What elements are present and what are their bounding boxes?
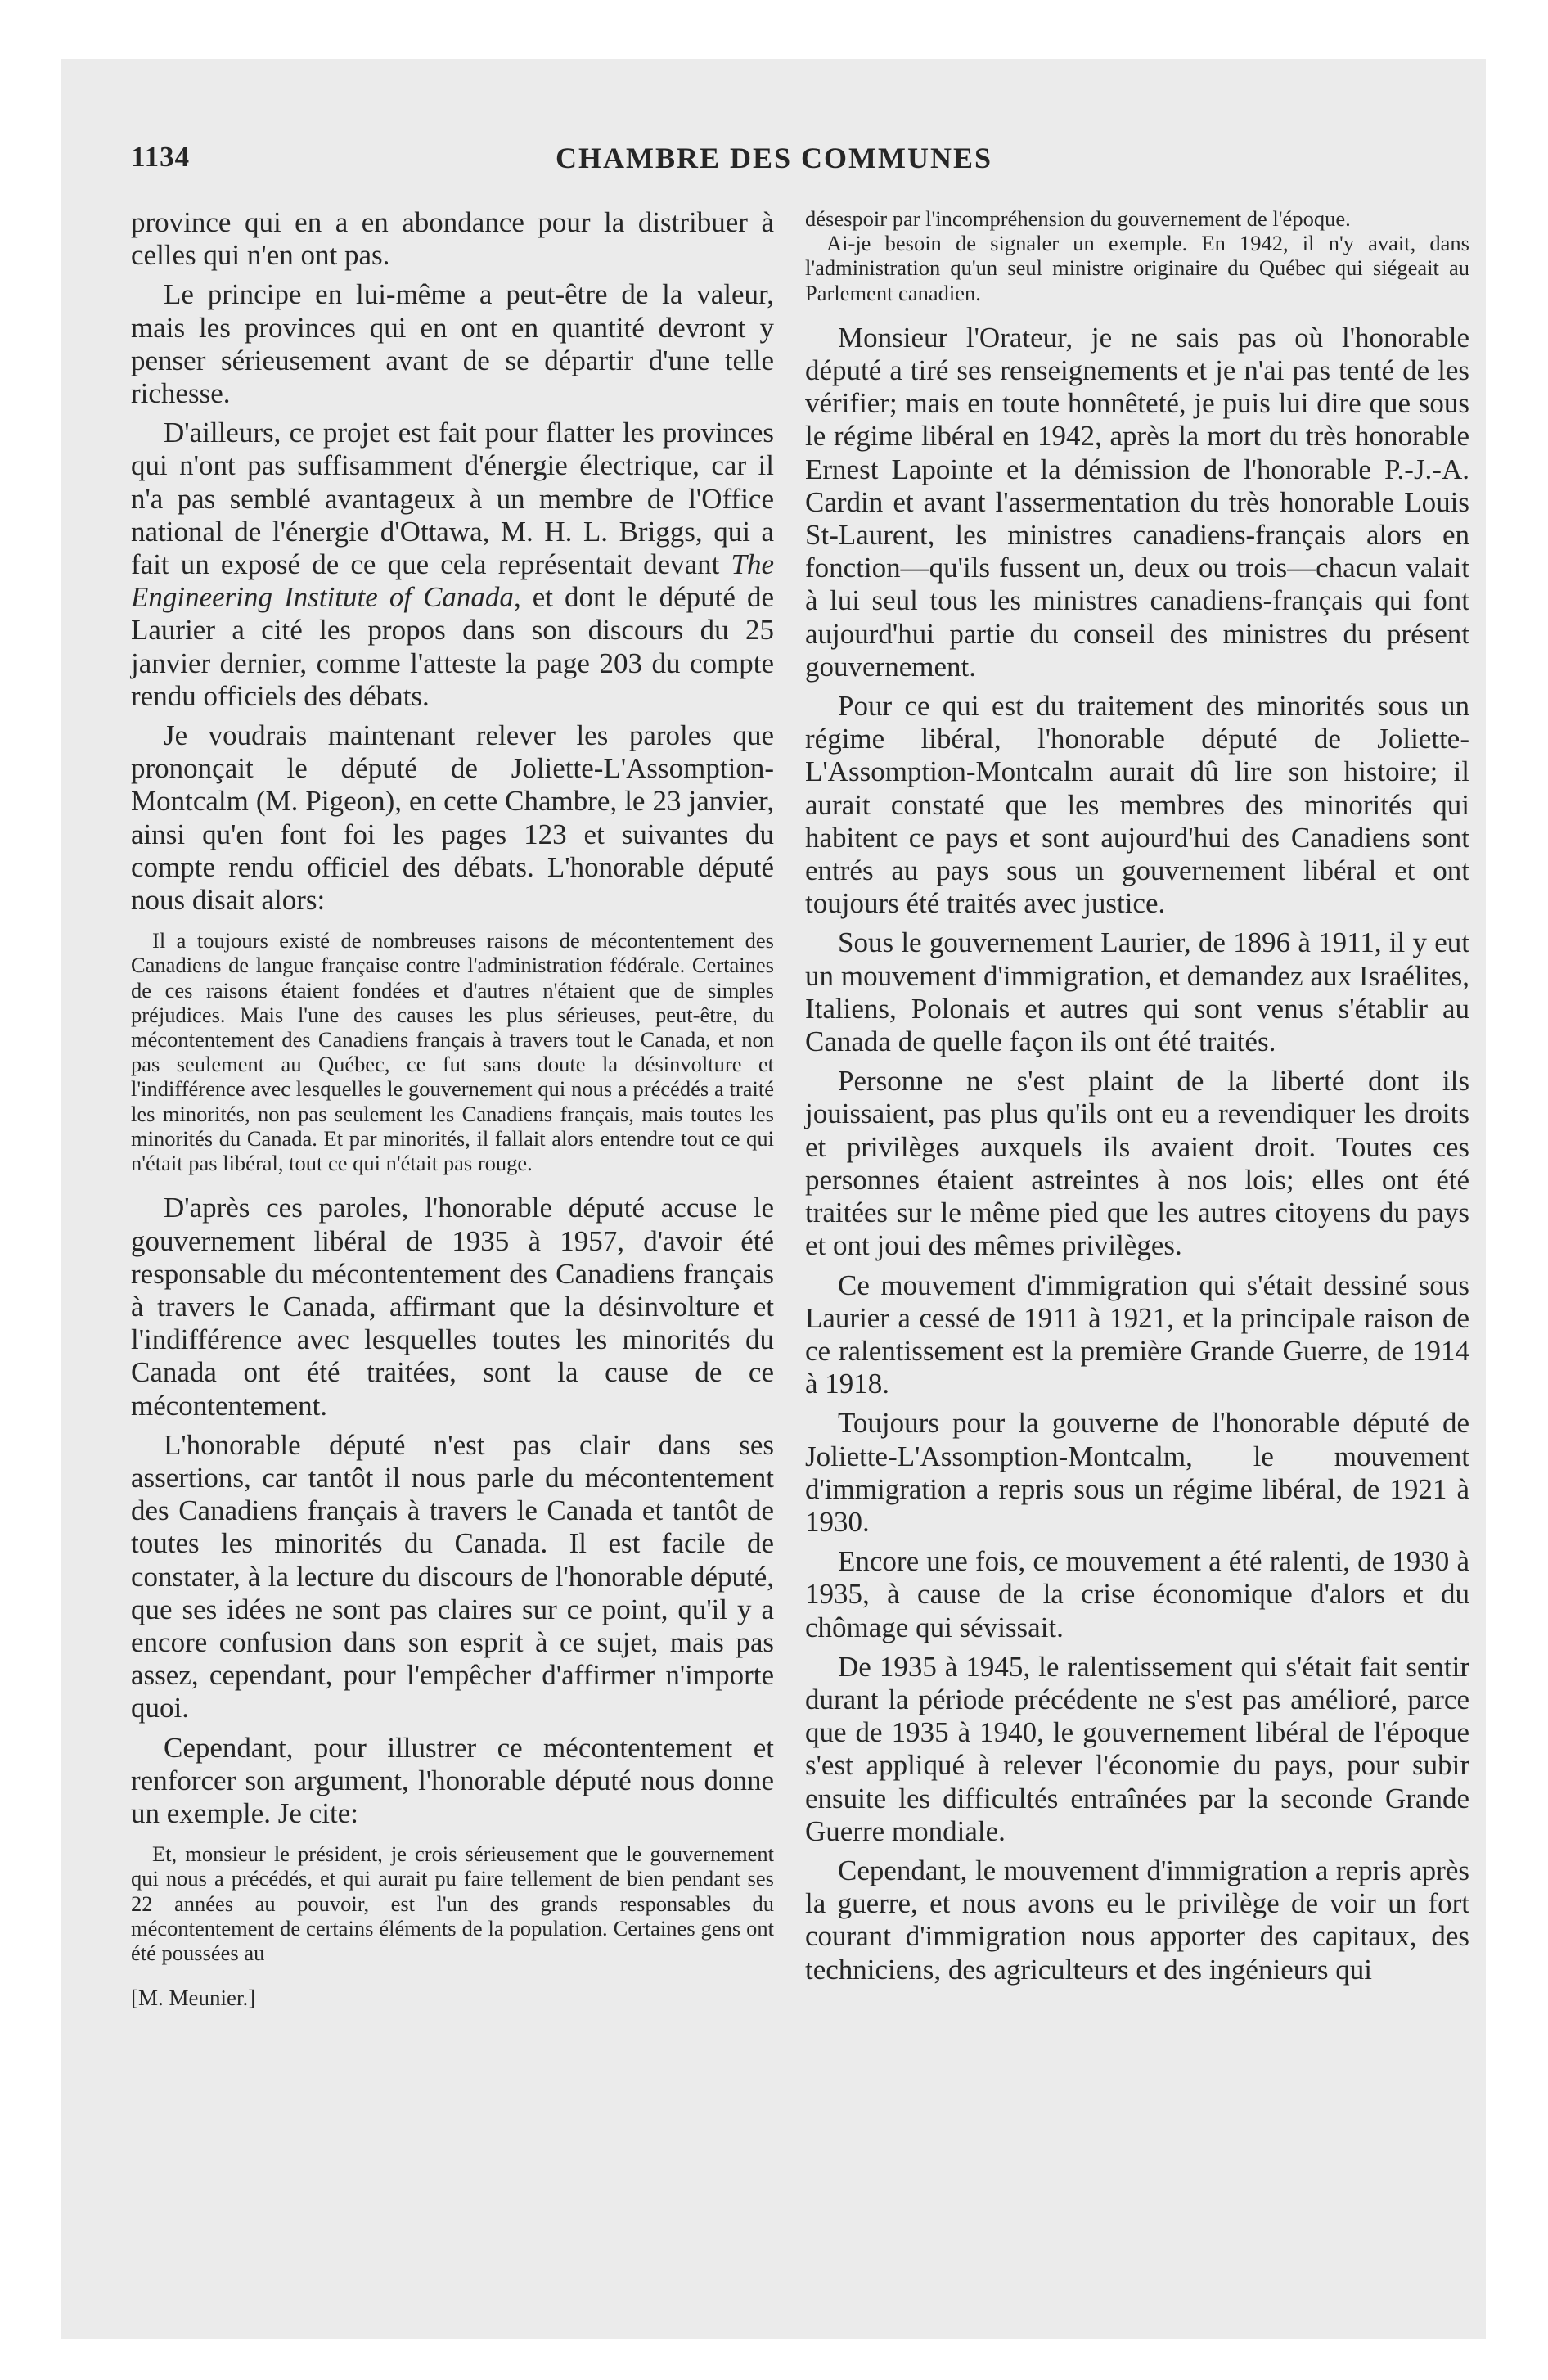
paragraph-text: D'ailleurs, ce projet est fait pour flatter les provinces qui n'ont pas suffisamment d'énergie électrique, car il n'a pas semblé avantageux à un membre de l'Office national de l'énergie d'Ottawa, M. H. L. Briggs, qui a fait un exposé de ce que cela représentait devant (131, 417, 774, 581)
paragraph: Je voudrais maintenant relever les paroles que prononçait le député de Joliette-L'Assomption-Montcalm (M. Pigeon), en cette Chambre, le 23 janvier, ainsi qu'en font foi les pages 123 et suivantes du compte rendu officiel des débats. L'honorable député nous disait alors: (131, 719, 774, 917)
paragraph-with-citation (131, 417, 774, 713)
quote-text: Il a toujours existé de nombreuses raisons de mécontentement des Canadiens de langue française contre l'administration fédérale. Certaines de ces raisons étaient fondées et d'autres n'étaient que de simples préjudices. Mais l'une des causes les plus sérieuses, peut-être, du mécontentement des Canadiens français à travers tout le Canada, et non pas seulement au Québec, ce fut sans doute la désinvolture et l'indifférence avec lesquelles le gouvernement qui nous a précédés a traité les minorités, non pas seulement les Canadiens français, mais toutes les minorités du Canada. Et par minorités, il fallait alors entendre tout ce qui n'était pas libéral, tout ce qui n'était pas rouge. (131, 928, 774, 1176)
paragraph: Ce mouvement d'immigration qui s'était dessiné sous Laurier a cessé de 1911 à 1921, et la principale raison de ce ralentissement est la première Grande Guerre, de 1914 à 1918. (805, 1269, 1469, 1400)
cited-institution: The Engineering Institute of Canada (131, 548, 774, 614)
paragraph: Cependant, le mouvement d'immigration a repris après la guerre, et nous avons eu le privilège de voir un fort courant d'immigration nous apporter des capitaux, des techniciens, des agriculteurs et des ingénieurs qui (805, 1854, 1469, 1986)
paragraph: Monsieur l'Orateur, je ne sais pas où l'honorable député a tiré ses renseignements et je n'ai pas tenté de les vérifier; mais en toute honnêteté, je puis lui dire que sous le régime libéral en 1942, après la mort du très honorable Ernest Lapointe et la démission de l'honorable P.-J.-A. Cardin et avant l'assermentation du très honorable Louis St-Laurent, les ministres canadiens-français alors en fonction—qu'ils fussent un, deux ou trois—chacun valait à lui seul tous les ministres canadiens-français qui font aujourd'hui partie du conseil des ministres du présent gouvernement. (805, 321, 1469, 683)
block-quote-continued (805, 206, 1469, 305)
paragraph: De 1935 à 1945, le ralentissement qui s'était fait sentir durant la période précédente ne s'est pas amélioré, parce que de 1935 à 1940, le gouvernement libéral de l'époque s'est appliqué à relever l'économie du pays, pour subir ensuite les difficultés entraînées par la seconde Grande Guerre mondiale. (805, 1650, 1469, 1847)
quote-text: Ai-je besoin de signaler un exemple. En 1942, il n'y avait, dans l'administration qu'un seul ministre originaire du Québec qui siégeait au Parlement canadien. (805, 231, 1469, 305)
paragraph: Toujours pour la gouverne de l'honorable député de Joliette-L'Assomption-Montcalm, le mouvement d'immigration a repris sous un régime libéral, de 1921 à 1930. (805, 1407, 1469, 1538)
paragraph: province qui en a en abondance pour la distribuer à celles qui n'en ont pas. (131, 206, 774, 272)
speaker-attribution: [M. Meunier.] (131, 1986, 256, 2011)
right-column (805, 206, 1469, 1993)
block-quote (131, 928, 774, 1175)
paragraph: Personne ne s'est plaint de la liberté dont ils jouissaient, pas plus qu'ils ont eu a revendiquer les droits et privilèges auxquels ils avaient droit. Toutes ces personnes étaient astreintes à nos lois; elles ont été traitées sur le même pied que les autres citoyens du pays et ont joui des mêmes privilèges. (805, 1065, 1469, 1262)
running-title: CHAMBRE DES COMMUNES (555, 142, 992, 174)
paragraph: Pour ce qui est du traitement des minorités sous un régime libéral, l'honorable député de Joliette-L'Assomption-Montcalm aurait dû lire son histoire; il aurait constaté que les membres des minorités qui habitent ce pays et sont aujourd'hui des Canadiens sont entrés au pays sous un gouvernement libéral et ont toujours été traités avec justice. (805, 690, 1469, 920)
paragraph: Sous le gouvernement Laurier, de 1896 à 1911, il y eut un mouvement d'immigration, et demandez aux Israélites, Italiens, Polonais et autres qui sont venus s'établir au Canada de quelle façon ils ont été traités. (805, 926, 1469, 1058)
left-column (131, 206, 774, 2021)
paragraph: L'honorable député n'est pas clair dans ses assertions, car tantôt il nous parle du mécontentement des Canadiens français à travers le Canada et tantôt de toutes les minorités du Canada. Il est facile de constater, à la lecture du discours de l'honorable député, que ses idées ne sont pas claires sur ce point, qu'il y a encore confusion dans son esprit à ce sujet, mais pas assez, cependant, pour l'empêcher d'affirmer n'importe quoi. (131, 1428, 774, 1724)
paragraph: Cependant, pour illustrer ce mécontentement et renforcer son argument, l'honorable député nous donne un exemple. Je cite: (131, 1731, 774, 1829)
paragraph: Le principe en lui-même a peut-être de la valeur, mais les provinces qui en ont en quantité devront y penser sérieusement avant de se départir d'une telle richesse. (131, 278, 774, 410)
paragraph: Encore une fois, ce mouvement a été ralenti, de 1930 à 1935, à cause de la crise économique d'alors et du chômage qui sévissait. (805, 1545, 1469, 1643)
block-quote (131, 1841, 774, 1965)
paragraph-text: , et dont le député de Laurier a cité les propos dans son discours du 25 janvier dernier, comme l'atteste la page 203 du compte rendu officiels des débats. (131, 581, 774, 712)
quote-text: désespoir par l'incompréhension du gouvernement de l'époque. (805, 206, 1351, 231)
page-number: 1134 (131, 141, 191, 173)
paragraph: D'après ces paroles, l'honorable député accuse le gouvernement libéral de 1935 à 1957, d'avoir été responsable du mécontentement des Canadiens français à travers le Canada, affirmant que la désinvolture et l'indifférence avec lesquelles toutes les minorités du Canada ont été traitées, sont la cause de ce mécontentement. (131, 1192, 774, 1422)
quote-text: Et, monsieur le président, je crois sérieusement que le gouvernement qui nous a précédés, et qui aurait pu faire tellement de bien pendant ses 22 années au pouvoir, est l'un des grands responsables du mécontentement de certains éléments de la population. Certaines gens ont été poussées au (131, 1841, 774, 1965)
